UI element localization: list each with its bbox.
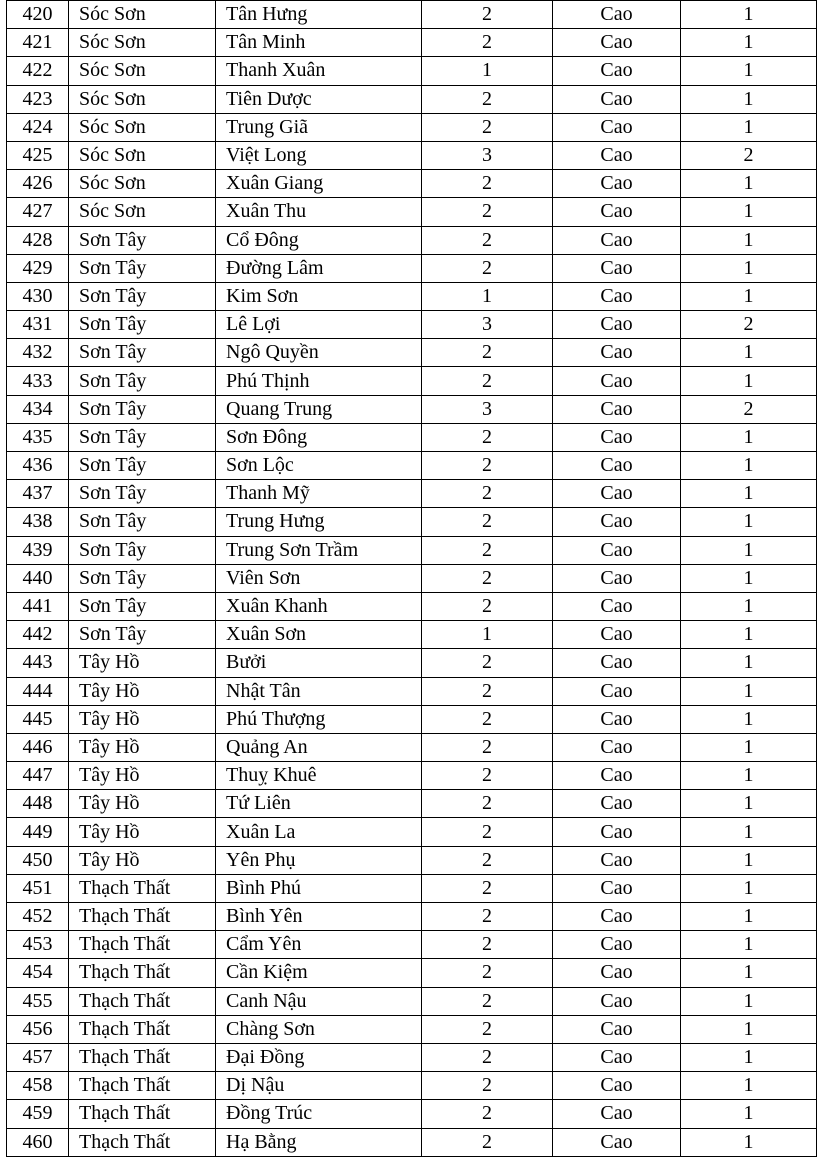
table-row (7, 339, 817, 367)
district-cell: Thạch Thất (69, 903, 216, 931)
row-number-cell: 433 (7, 367, 69, 395)
row-number-cell: 428 (7, 226, 69, 254)
count-cell: 1 (681, 733, 817, 761)
district-cell: Sơn Tây (69, 395, 216, 423)
district-cell: Thạch Thất (69, 1100, 216, 1128)
value-cell: 2 (422, 874, 553, 902)
value-cell: 2 (422, 113, 553, 141)
risk-level-cell: Cao (553, 987, 681, 1015)
risk-level-cell: Cao (553, 141, 681, 169)
value-cell: 2 (422, 339, 553, 367)
row-number-cell: 432 (7, 339, 69, 367)
commune-cell: Thanh Xuân (216, 57, 422, 85)
value-cell: 2 (422, 1072, 553, 1100)
row-number-cell: 437 (7, 480, 69, 508)
risk-level-cell: Cao (553, 508, 681, 536)
count-cell: 1 (681, 452, 817, 480)
commune-cell: Nhật Tân (216, 677, 422, 705)
row-number-cell: 443 (7, 649, 69, 677)
count-cell: 1 (681, 564, 817, 592)
risk-level-cell: Cao (553, 367, 681, 395)
risk-level-cell: Cao (553, 931, 681, 959)
commune-cell: Xuân Sơn (216, 621, 422, 649)
district-cell: Sơn Tây (69, 423, 216, 451)
risk-level-cell: Cao (553, 649, 681, 677)
table-row (7, 705, 817, 733)
count-cell: 2 (681, 311, 817, 339)
value-cell: 2 (422, 367, 553, 395)
count-cell: 1 (681, 931, 817, 959)
risk-level-cell: Cao (553, 903, 681, 931)
value-cell: 2 (422, 1043, 553, 1071)
value-cell: 1 (422, 57, 553, 85)
risk-level-cell: Cao (553, 423, 681, 451)
district-cell: Tây Hồ (69, 649, 216, 677)
value-cell: 2 (422, 198, 553, 226)
value-cell: 2 (422, 959, 553, 987)
table-row (7, 311, 817, 339)
table-row (7, 903, 817, 931)
row-number-cell: 448 (7, 790, 69, 818)
table-row (7, 536, 817, 564)
district-cell: Sơn Tây (69, 592, 216, 620)
row-number-cell: 427 (7, 198, 69, 226)
count-cell: 1 (681, 536, 817, 564)
risk-level-cell: Cao (553, 818, 681, 846)
table-row (7, 564, 817, 592)
row-number-cell: 430 (7, 282, 69, 310)
table-row (7, 282, 817, 310)
count-cell: 1 (681, 57, 817, 85)
table-row (7, 733, 817, 761)
risk-level-cell: Cao (553, 170, 681, 198)
count-cell: 1 (681, 592, 817, 620)
commune-cell: Tiên Dược (216, 85, 422, 113)
row-number-cell: 441 (7, 592, 69, 620)
district-cell: Sơn Tây (69, 254, 216, 282)
table-row (7, 113, 817, 141)
value-cell: 2 (422, 733, 553, 761)
table-row (7, 1100, 817, 1128)
count-cell: 1 (681, 29, 817, 57)
commune-cell: Tân Hưng (216, 1, 422, 29)
count-cell: 1 (681, 959, 817, 987)
district-cell: Thạch Thất (69, 1128, 216, 1156)
row-number-cell: 454 (7, 959, 69, 987)
district-cell: Sơn Tây (69, 226, 216, 254)
table-row (7, 141, 817, 169)
district-cell: Sóc Sơn (69, 198, 216, 226)
risk-level-cell: Cao (553, 733, 681, 761)
value-cell: 2 (422, 423, 553, 451)
district-cell: Sơn Tây (69, 564, 216, 592)
value-cell: 2 (422, 29, 553, 57)
value-cell: 1 (422, 282, 553, 310)
count-cell: 1 (681, 170, 817, 198)
count-cell: 1 (681, 1, 817, 29)
risk-level-cell: Cao (553, 790, 681, 818)
count-cell: 1 (681, 113, 817, 141)
table-row (7, 170, 817, 198)
commune-cell: Phú Thịnh (216, 367, 422, 395)
count-cell: 1 (681, 508, 817, 536)
value-cell: 2 (422, 649, 553, 677)
district-cell: Thạch Thất (69, 1043, 216, 1071)
table-row (7, 846, 817, 874)
district-cell: Sơn Tây (69, 480, 216, 508)
risk-level-cell: Cao (553, 564, 681, 592)
commune-cell: Phú Thượng (216, 705, 422, 733)
value-cell: 2 (422, 1015, 553, 1043)
row-number-cell: 456 (7, 1015, 69, 1043)
count-cell: 1 (681, 790, 817, 818)
risk-level-cell: Cao (553, 621, 681, 649)
table-row (7, 790, 817, 818)
row-number-cell: 434 (7, 395, 69, 423)
count-cell: 1 (681, 677, 817, 705)
risk-level-cell: Cao (553, 113, 681, 141)
row-number-cell: 446 (7, 733, 69, 761)
count-cell: 1 (681, 649, 817, 677)
count-cell: 1 (681, 621, 817, 649)
district-cell: Thạch Thất (69, 1072, 216, 1100)
commune-cell: Kim Sơn (216, 282, 422, 310)
value-cell: 2 (422, 536, 553, 564)
commune-cell: Viên Sơn (216, 564, 422, 592)
commune-cell: Lê Lợi (216, 311, 422, 339)
table-row (7, 452, 817, 480)
table-row (7, 931, 817, 959)
count-cell: 1 (681, 254, 817, 282)
table-row (7, 762, 817, 790)
commune-cell: Ngô Quyền (216, 339, 422, 367)
row-number-cell: 438 (7, 508, 69, 536)
row-number-cell: 450 (7, 846, 69, 874)
row-number-cell: 458 (7, 1072, 69, 1100)
table-row (7, 1015, 817, 1043)
district-cell: Sóc Sơn (69, 85, 216, 113)
table-row (7, 395, 817, 423)
row-number-cell: 445 (7, 705, 69, 733)
district-cell: Sơn Tây (69, 508, 216, 536)
commune-cell: Bình Yên (216, 903, 422, 931)
commune-risk-table (6, 0, 817, 1157)
commune-cell: Trung Hưng (216, 508, 422, 536)
table-row (7, 254, 817, 282)
district-cell: Sơn Tây (69, 452, 216, 480)
district-cell: Sóc Sơn (69, 113, 216, 141)
row-number-cell: 449 (7, 818, 69, 846)
district-cell: Sóc Sơn (69, 1, 216, 29)
district-cell: Tây Hồ (69, 733, 216, 761)
district-cell: Sóc Sơn (69, 29, 216, 57)
value-cell: 2 (422, 762, 553, 790)
value-cell: 3 (422, 141, 553, 169)
value-cell: 2 (422, 705, 553, 733)
row-number-cell: 425 (7, 141, 69, 169)
district-cell: Thạch Thất (69, 987, 216, 1015)
risk-level-cell: Cao (553, 1015, 681, 1043)
risk-level-cell: Cao (553, 480, 681, 508)
row-number-cell: 423 (7, 85, 69, 113)
value-cell: 2 (422, 818, 553, 846)
commune-cell: Thanh Mỹ (216, 480, 422, 508)
risk-level-cell: Cao (553, 29, 681, 57)
district-cell: Thạch Thất (69, 874, 216, 902)
district-cell: Tây Hồ (69, 677, 216, 705)
count-cell: 1 (681, 1100, 817, 1128)
table-row (7, 649, 817, 677)
document-sheet (6, 0, 817, 1157)
value-cell: 3 (422, 395, 553, 423)
row-number-cell: 442 (7, 621, 69, 649)
row-number-cell: 426 (7, 170, 69, 198)
risk-level-cell: Cao (553, 705, 681, 733)
commune-cell: Quang Trung (216, 395, 422, 423)
risk-level-cell: Cao (553, 1, 681, 29)
risk-level-cell: Cao (553, 1072, 681, 1100)
table-row (7, 367, 817, 395)
count-cell: 1 (681, 1072, 817, 1100)
count-cell: 1 (681, 987, 817, 1015)
table-row (7, 959, 817, 987)
risk-level-cell: Cao (553, 1128, 681, 1156)
commune-cell: Xuân Giang (216, 170, 422, 198)
table-row (7, 198, 817, 226)
table-row (7, 677, 817, 705)
value-cell: 2 (422, 931, 553, 959)
district-cell: Sơn Tây (69, 367, 216, 395)
district-cell: Sơn Tây (69, 536, 216, 564)
table-row (7, 85, 817, 113)
table-row (7, 1, 817, 29)
count-cell: 1 (681, 1128, 817, 1156)
table-row (7, 226, 817, 254)
commune-cell: Bưởi (216, 649, 422, 677)
commune-cell: Đồng Trúc (216, 1100, 422, 1128)
value-cell: 2 (422, 790, 553, 818)
table-row (7, 987, 817, 1015)
district-cell: Tây Hồ (69, 762, 216, 790)
count-cell: 1 (681, 85, 817, 113)
value-cell: 3 (422, 311, 553, 339)
risk-level-cell: Cao (553, 395, 681, 423)
row-number-cell: 422 (7, 57, 69, 85)
row-number-cell: 460 (7, 1128, 69, 1156)
commune-cell: Trung Sơn Trầm (216, 536, 422, 564)
district-cell: Tây Hồ (69, 846, 216, 874)
risk-level-cell: Cao (553, 874, 681, 902)
value-cell: 2 (422, 1100, 553, 1128)
row-number-cell: 455 (7, 987, 69, 1015)
count-cell: 1 (681, 818, 817, 846)
commune-cell: Tứ Liên (216, 790, 422, 818)
row-number-cell: 444 (7, 677, 69, 705)
commune-cell: Xuân Thu (216, 198, 422, 226)
risk-level-cell: Cao (553, 311, 681, 339)
value-cell: 2 (422, 226, 553, 254)
row-number-cell: 440 (7, 564, 69, 592)
district-cell: Sơn Tây (69, 311, 216, 339)
district-cell: Tây Hồ (69, 705, 216, 733)
value-cell: 2 (422, 564, 553, 592)
commune-cell: Sơn Lộc (216, 452, 422, 480)
risk-level-cell: Cao (553, 282, 681, 310)
value-cell: 2 (422, 170, 553, 198)
table-row (7, 423, 817, 451)
table-body (7, 1, 817, 1157)
table-row (7, 874, 817, 902)
value-cell: 2 (422, 903, 553, 931)
risk-level-cell: Cao (553, 85, 681, 113)
value-cell: 2 (422, 508, 553, 536)
risk-level-cell: Cao (553, 846, 681, 874)
count-cell: 1 (681, 1043, 817, 1071)
risk-level-cell: Cao (553, 677, 681, 705)
row-number-cell: 435 (7, 423, 69, 451)
value-cell: 2 (422, 452, 553, 480)
risk-level-cell: Cao (553, 198, 681, 226)
value-cell: 2 (422, 254, 553, 282)
count-cell: 1 (681, 480, 817, 508)
count-cell: 1 (681, 846, 817, 874)
row-number-cell: 439 (7, 536, 69, 564)
value-cell: 1 (422, 621, 553, 649)
district-cell: Sơn Tây (69, 282, 216, 310)
table-row (7, 508, 817, 536)
commune-cell: Việt Long (216, 141, 422, 169)
table-row (7, 1128, 817, 1156)
commune-cell: Cần Kiệm (216, 959, 422, 987)
count-cell: 1 (681, 367, 817, 395)
risk-level-cell: Cao (553, 762, 681, 790)
value-cell: 2 (422, 592, 553, 620)
risk-level-cell: Cao (553, 1100, 681, 1128)
district-cell: Sóc Sơn (69, 170, 216, 198)
row-number-cell: 457 (7, 1043, 69, 1071)
commune-cell: Xuân La (216, 818, 422, 846)
table-row (7, 592, 817, 620)
count-cell: 1 (681, 1015, 817, 1043)
commune-cell: Canh Nậu (216, 987, 422, 1015)
count-cell: 1 (681, 903, 817, 931)
value-cell: 2 (422, 1128, 553, 1156)
count-cell: 1 (681, 198, 817, 226)
commune-cell: Hạ Bằng (216, 1128, 422, 1156)
value-cell: 2 (422, 480, 553, 508)
district-cell: Sơn Tây (69, 621, 216, 649)
district-cell: Sóc Sơn (69, 57, 216, 85)
commune-cell: Bình Phú (216, 874, 422, 902)
commune-cell: Chàng Sơn (216, 1015, 422, 1043)
row-number-cell: 424 (7, 113, 69, 141)
row-number-cell: 429 (7, 254, 69, 282)
row-number-cell: 436 (7, 452, 69, 480)
row-number-cell: 447 (7, 762, 69, 790)
table-row (7, 1043, 817, 1071)
count-cell: 1 (681, 339, 817, 367)
risk-level-cell: Cao (553, 592, 681, 620)
value-cell: 2 (422, 85, 553, 113)
value-cell: 2 (422, 1, 553, 29)
row-number-cell: 452 (7, 903, 69, 931)
row-number-cell: 431 (7, 311, 69, 339)
count-cell: 1 (681, 705, 817, 733)
table-row (7, 621, 817, 649)
row-number-cell: 453 (7, 931, 69, 959)
commune-cell: Sơn Đông (216, 423, 422, 451)
risk-level-cell: Cao (553, 57, 681, 85)
district-cell: Thạch Thất (69, 931, 216, 959)
risk-level-cell: Cao (553, 452, 681, 480)
table-row (7, 818, 817, 846)
commune-cell: Xuân Khanh (216, 592, 422, 620)
commune-cell: Trung Giã (216, 113, 422, 141)
row-number-cell: 420 (7, 1, 69, 29)
risk-level-cell: Cao (553, 1043, 681, 1071)
risk-level-cell: Cao (553, 959, 681, 987)
table-row (7, 480, 817, 508)
value-cell: 2 (422, 677, 553, 705)
count-cell: 1 (681, 423, 817, 451)
commune-cell: Yên Phụ (216, 846, 422, 874)
district-cell: Sóc Sơn (69, 141, 216, 169)
commune-cell: Đại Đồng (216, 1043, 422, 1071)
count-cell: 1 (681, 226, 817, 254)
count-cell: 1 (681, 762, 817, 790)
risk-level-cell: Cao (553, 339, 681, 367)
value-cell: 2 (422, 846, 553, 874)
count-cell: 2 (681, 141, 817, 169)
count-cell: 1 (681, 874, 817, 902)
table-row (7, 57, 817, 85)
commune-cell: Đường Lâm (216, 254, 422, 282)
commune-cell: Thuỵ Khuê (216, 762, 422, 790)
district-cell: Thạch Thất (69, 959, 216, 987)
row-number-cell: 451 (7, 874, 69, 902)
table-row (7, 29, 817, 57)
commune-cell: Dị Nậu (216, 1072, 422, 1100)
district-cell: Thạch Thất (69, 1015, 216, 1043)
commune-cell: Tân Minh (216, 29, 422, 57)
risk-level-cell: Cao (553, 226, 681, 254)
table-row (7, 1072, 817, 1100)
district-cell: Tây Hồ (69, 818, 216, 846)
commune-cell: Quảng An (216, 733, 422, 761)
row-number-cell: 421 (7, 29, 69, 57)
commune-cell: Cổ Đông (216, 226, 422, 254)
row-number-cell: 459 (7, 1100, 69, 1128)
district-cell: Tây Hồ (69, 790, 216, 818)
value-cell: 2 (422, 987, 553, 1015)
commune-cell: Cẩm Yên (216, 931, 422, 959)
risk-level-cell: Cao (553, 536, 681, 564)
count-cell: 2 (681, 395, 817, 423)
count-cell: 1 (681, 282, 817, 310)
district-cell: Sơn Tây (69, 339, 216, 367)
risk-level-cell: Cao (553, 254, 681, 282)
